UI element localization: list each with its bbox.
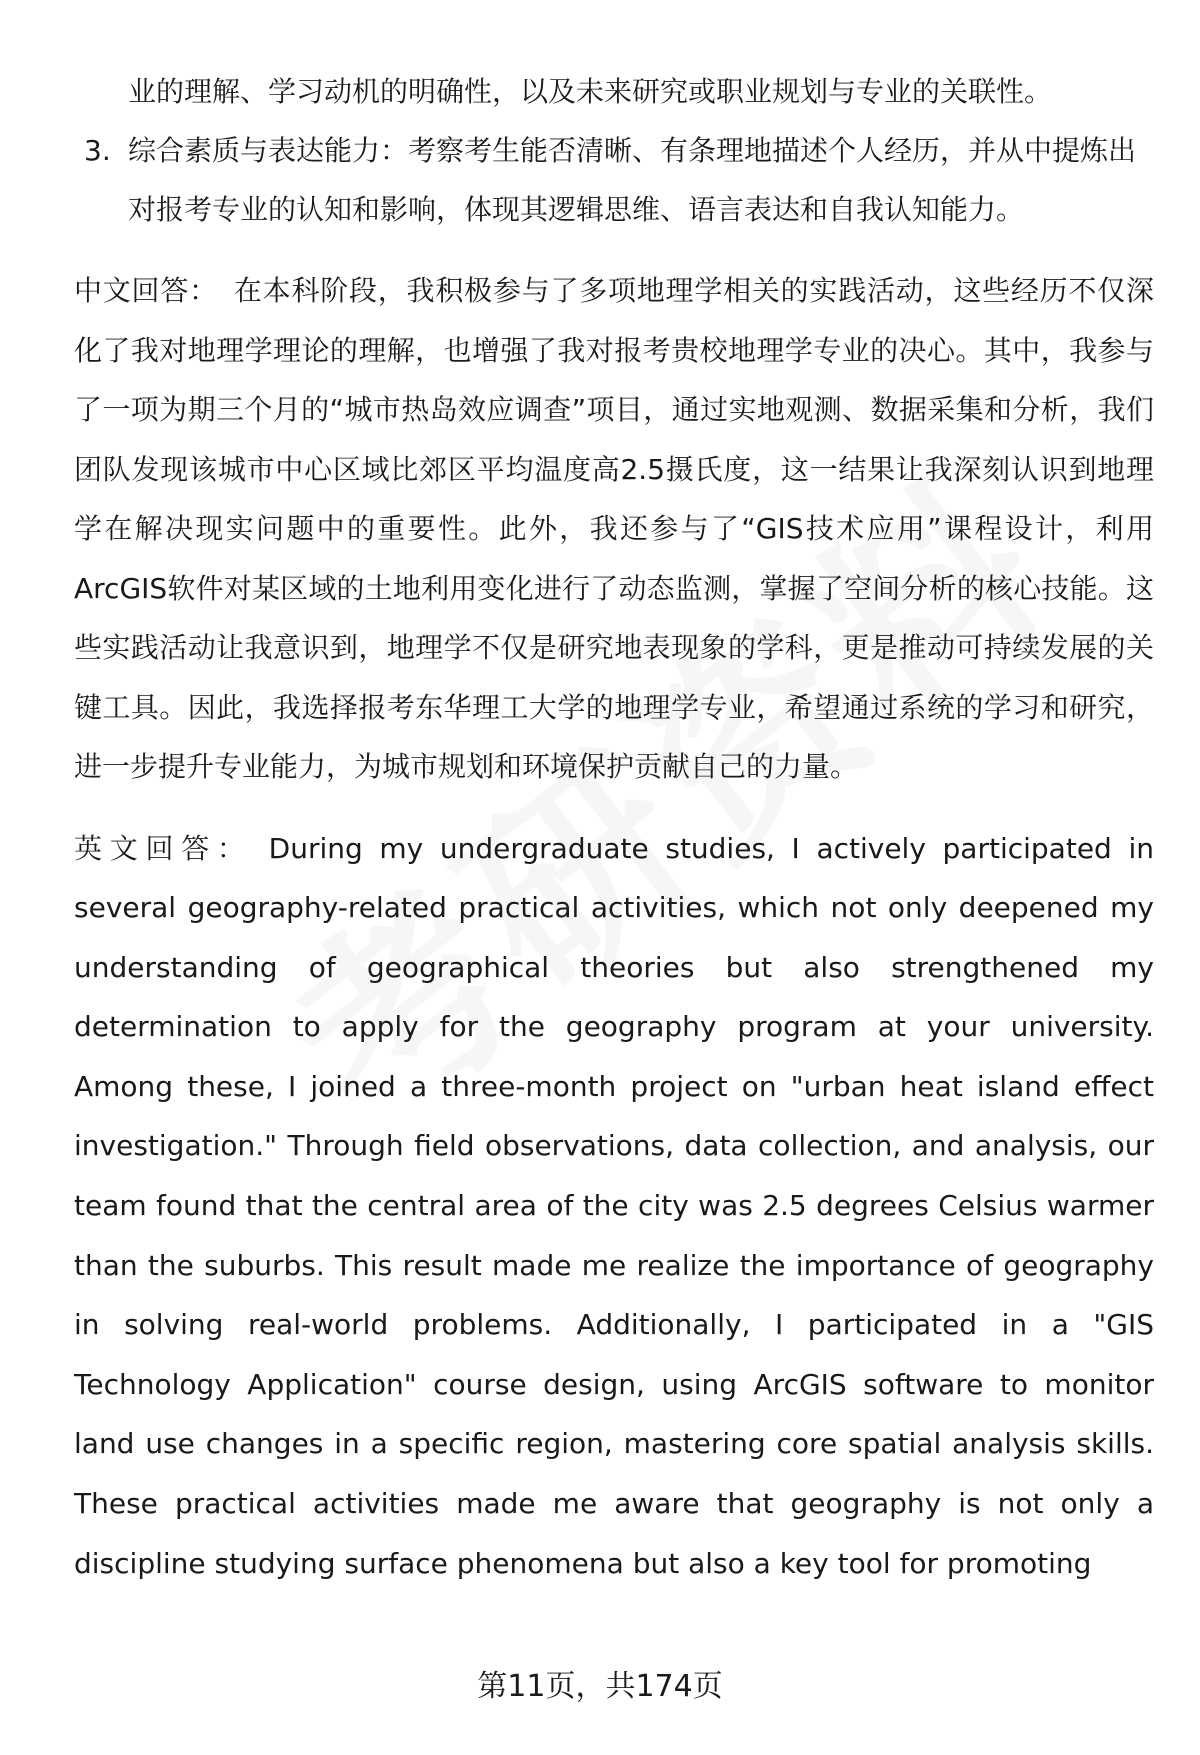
english-answer-label: 英文回答： [74,831,253,865]
chinese-answer-label: 中文回答： [74,274,218,307]
list-item-text: 综合素质与表达能力：考察考生能否清晰、有条理地描述个人经历，并从中提炼出对报考专业的认知和影响，体现其逻辑思维、语言表达和自我认知能力。 [128,134,1137,226]
english-answer-text: During my undergraduate studies, I actively participated in several geography-related practical activities, which not only deepened my understanding of geographical theories but also strengthened my determination to apply for the geography program at your university. Among these, I joined a three-month project on "urban heat island effect investigation." Through field observations, data collection, and analysis, our team found that the central area of the city was 2.5 degrees Celsius warmer than the suburbs. This result made me realize the importance of geography in solving real-world problems. Additionally, I participated in a "GIS Technology Application" course design, using ArcGIS software to monitor land use changes in a specific region, mastering core spatial analysis skills. These practical activities made me aware that geography is not only a discipline studying surface phenomena but also a key tool for promoting [74,831,1154,1580]
page-number: 第11页，共174页 [477,1669,723,1704]
list-item-text: 业的理解、学习动机的明确性，以及未来研究或职业规划与专业的关联性。 [128,75,1053,108]
list-item-3 [74,121,1154,239]
criteria-list [74,62,1154,239]
chinese-answer-text: 在本科阶段，我积极参与了多项地理学相关的实践活动，这些经历不仅深化了我对地理学理论的理解，也增强了我对报考贵校地理学专业的决心。其中，我参与了一项为期三个月的“城市热岛效应调查”项目，通过实地观测、数据采集和分析，我们团队发现该城市中心区域比郊区平均温度高2.5摄氏度，这一结果让我深刻认识到地理学在解决现实问题中的重要性。此外，我还参与了“GIS技术应用”课程设计，利用ArcGIS软件对某区域的土地利用变化进行了动态监测，掌握了空间分析的核心技能。这些实践活动让我意识到，地理学不仅是研究地表现象的学科，更是推动可持续发展的关键工具。因此，我选择报考东华理工大学的地理学专业，希望通过系统的学习和研究，进一步提升专业能力，为城市规划和环境保护贡献自己的力量。 [74,274,1154,783]
list-item-2-continuation [74,62,1154,121]
english-answer-paragraph [74,819,1154,1594]
list-item-number: 3. [84,134,111,167]
chinese-answer-paragraph [74,261,1154,797]
document-page [74,62,1154,1593]
